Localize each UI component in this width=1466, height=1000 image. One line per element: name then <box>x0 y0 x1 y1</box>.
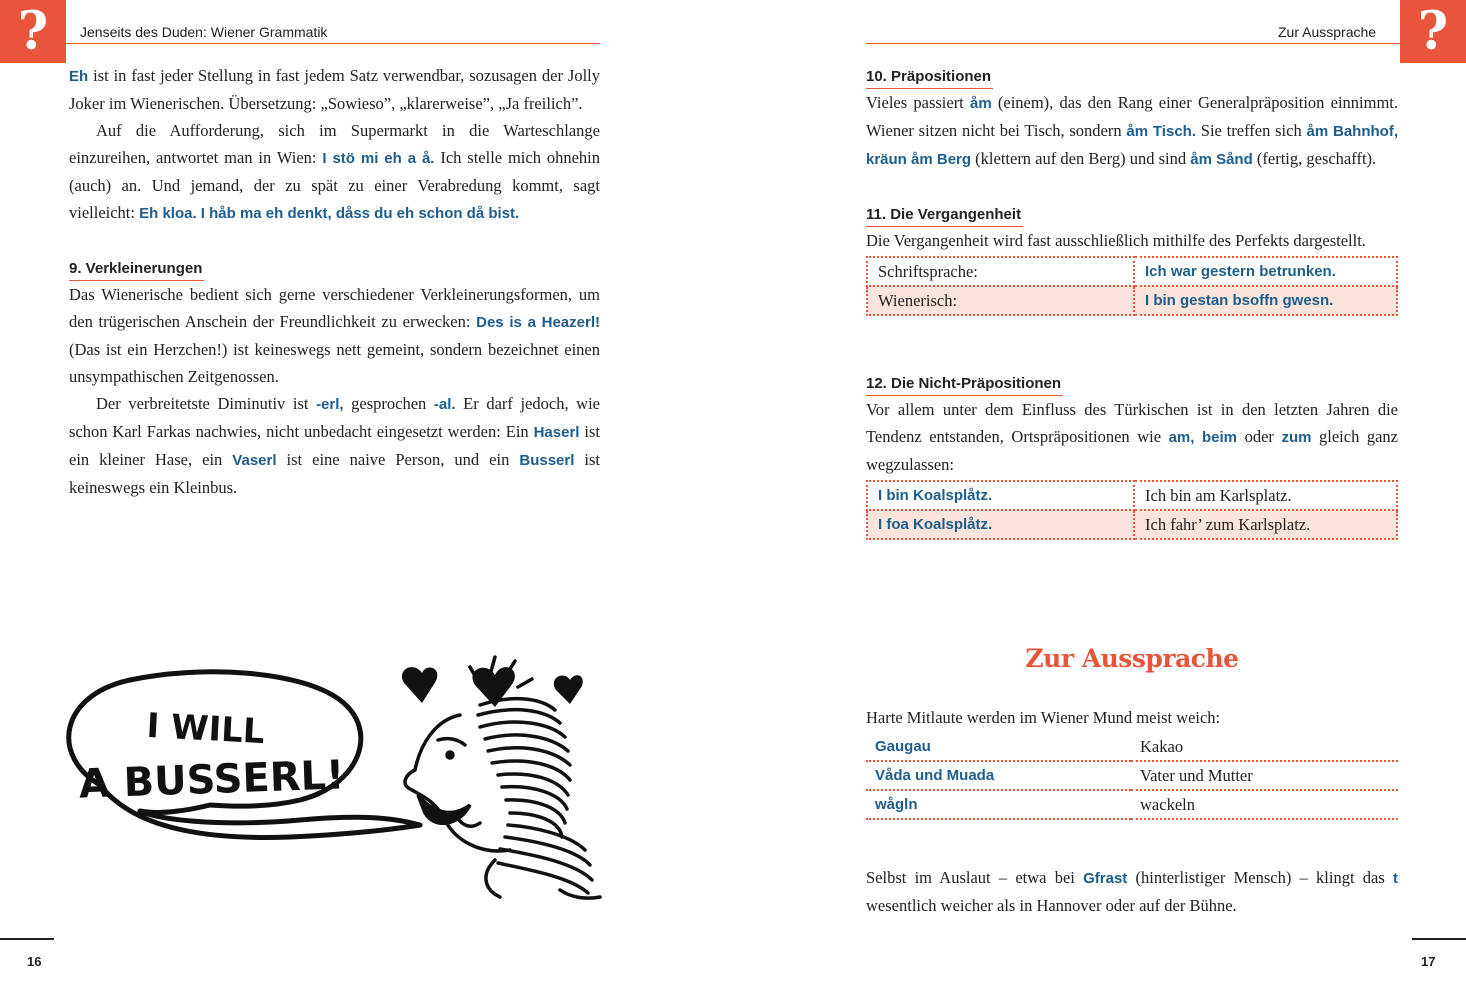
list-wiener-cell: Gaugau <box>866 733 1131 761</box>
list-wiener-cell: Våda und Muada <box>866 761 1131 790</box>
speech-bubble <box>69 672 420 838</box>
right-text-column <box>866 62 1398 540</box>
wiener-term: Des is a Heazerl! <box>476 314 600 331</box>
table-wiener-cell: I bin Koalsplåtz. <box>867 481 1134 510</box>
wiener-term: Eh <box>69 68 89 85</box>
wiener-term: Gfrast <box>1083 870 1128 887</box>
wiener-term: åm <box>969 95 992 112</box>
footer-rule-right <box>1412 938 1466 940</box>
running-header-right: Zur Aussprache <box>1278 24 1377 40</box>
table-hoch-cell: Ich bin am Karlsplatz. <box>1134 481 1397 510</box>
left-text-column <box>69 62 600 501</box>
wiener-term: -erl, <box>316 396 344 413</box>
table-label-cell: Schriftsprache: <box>867 257 1134 286</box>
paragraph-warteschlange: Auf die Aufforderung, sich im Supermarkt in die Warteschlange einzureihen, antwortet man in Wien: I stö mi eh a å. Ich stelle mich ohnehin (auch) an. Und jemand, der zu spät zu einer Verabredung kommt, sagt vielleicht: Eh kloa. I håb ma eh denkt, dåss du eh schon då bist. <box>69 121 600 222</box>
table-label-cell: Wienerisch: <box>867 286 1134 315</box>
list-item <box>866 733 1398 761</box>
paragraph-nicht-praepositionen: Vor allem unter dem Einfluss des Türkischen ist in den letzten Jahren die Tendenz entstanden, Ortspräpositionen wie am, beim oder zum gleich ganz wegzulassen: <box>866 400 1399 474</box>
wiener-term: Vaserl <box>232 452 277 469</box>
list-item <box>866 761 1398 790</box>
header-rule-right <box>866 43 1400 44</box>
table-value-cell: Ich war gestern betrunken. <box>1134 257 1397 286</box>
aussprache-list <box>866 733 1398 820</box>
aussprache-column <box>866 704 1398 820</box>
cartoon-line-2: A BUSSERL! <box>78 752 346 808</box>
wiener-term: t <box>1393 870 1398 887</box>
wiener-term: åm Sånd <box>1190 151 1253 168</box>
chapter-heading: Zur Aussprache <box>1025 644 1239 673</box>
list-item <box>866 790 1398 819</box>
running-header-left: Jenseits des Duden: Wiener Grammatik <box>80 24 328 40</box>
page-number-left: 16 <box>27 954 42 969</box>
paragraph-praepositionen: Vieles passiert åm (einem), das den Rang einer Generalpräposition einnimmt. Wiener sitzen nicht bei Tisch, sondern åm Tisch. Sie treffen sich åm Bahnhof, kräun åm Berg (klettern auf den Berg) und sind åm Sånd (fertig, geschafft). <box>866 93 1398 168</box>
list-hoch-cell: wackeln <box>1131 790 1398 819</box>
paragraph-eh: Eh ist in fast jeder Stellung in fast jedem Satz verwendbar, sozusagen der Jolly Joker im Wienerischen. Übersetzung: „Sowieso”, „klarerweise”, „Ja freilich”. <box>69 66 600 113</box>
cartoon-illustration <box>40 635 620 910</box>
section-heading-12: 12. Die Nicht-Präpositionen <box>866 373 1063 396</box>
wiener-term: åm Tisch. <box>1126 123 1196 140</box>
wiener-term: zum <box>1281 429 1312 446</box>
heart-icon <box>554 675 583 704</box>
cartoon-line-1: I WILL <box>145 705 266 753</box>
table-row <box>867 286 1397 315</box>
wiener-term: Haserl <box>533 424 580 441</box>
section-heading-9: 9. Verkleinerungen <box>69 258 204 281</box>
page-number-right: 17 <box>1421 954 1436 969</box>
list-wiener-cell: wågln <box>866 790 1131 819</box>
wiener-term: am, beim <box>1168 429 1238 446</box>
table-row <box>867 481 1397 510</box>
wiener-term: Eh kloa. I håb ma eh denkt, dåss du eh schon då bist. <box>139 205 520 222</box>
footer-rule-left <box>0 938 54 940</box>
paragraph-diminutiv: Der verbreitetste Diminutiv ist -erl, gesprochen -al. Er darf jedoch, wie schon Karl Farkas nachwies, nicht unbedacht eingesetzt werden: Ein Haserl ist ein kleiner Hase, ein Vaserl ist eine naive Person, und ein Busserl ist keineswegs ein Kleinbus. <box>69 394 600 497</box>
vergangenheit-table <box>866 256 1398 316</box>
paragraph-auslaut: Selbst im Auslaut – etwa bei Gfrast (hinterlistiger Mensch) – klingt das t wesentlich weicher als in Hannover oder auf der Bühne. <box>866 868 1398 915</box>
table-value-cell: I bin gestan bsoffn gwesn. <box>1134 286 1397 315</box>
paragraph-verkleinerungen: Das Wienerische bedient sich gerne verschiedener Verkleinerungsformen, um den trügerischen Anschein der Freundlichkeit zu erwecken: Des is a Heazerl! (Das ist ein Herzchen!) ist keineswegs nett gemeint, sondern bezeichnet einen unsympathischen Zeitgenossen. <box>69 285 600 386</box>
table-row <box>867 257 1397 286</box>
question-mark-badge-right: ? <box>1400 0 1466 63</box>
table-wiener-cell: I foa Koalsplåtz. <box>867 510 1134 539</box>
list-hoch-cell: Vater und Mutter <box>1131 761 1398 790</box>
question-mark-badge-left: ? <box>0 0 66 63</box>
wiener-term: I stö mi eh a å. <box>322 150 435 167</box>
wiener-term: -al. <box>433 396 456 413</box>
wiener-term: åm Bahnhof, kräun åm Berg <box>866 123 1398 168</box>
table-row <box>867 510 1397 539</box>
nicht-praepositionen-table <box>866 480 1398 540</box>
heart-icon <box>402 667 437 703</box>
table-hoch-cell: Ich fahr’ zum Karlsplatz. <box>1134 510 1397 539</box>
wiener-term: Busserl <box>519 452 575 469</box>
paragraph-mitlaute: Harte Mitlaute werden im Wiener Mund meist weich: <box>866 708 1221 727</box>
list-hoch-cell: Kakao <box>1131 733 1398 761</box>
section-heading-10: 10. Präpositionen <box>866 66 993 89</box>
auslaut-column <box>866 864 1398 919</box>
paragraph-vergangenheit: Die Vergangenheit wird fast ausschließlich mithilfe des Perfekts dargestellt. <box>866 231 1366 250</box>
section-heading-11: 11. Die Vergangenheit <box>866 204 1023 227</box>
header-rule-left <box>66 43 600 44</box>
